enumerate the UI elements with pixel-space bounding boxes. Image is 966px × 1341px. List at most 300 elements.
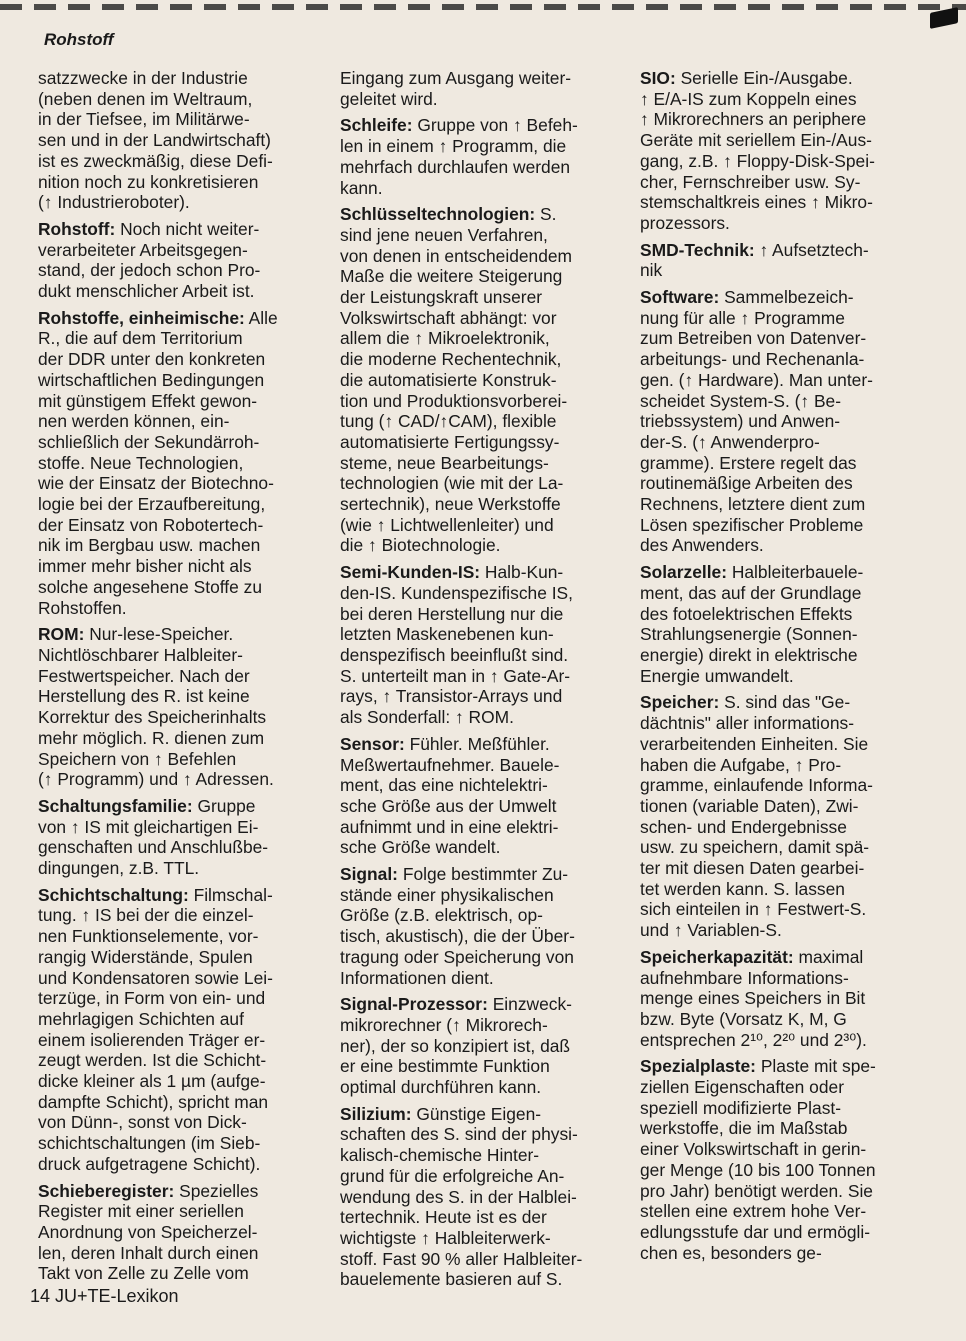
entry-text: Spezielles — [174, 1180, 259, 1201]
page-footer: 14 JU+TE-Lexikon — [30, 1286, 179, 1306]
entry-line — [340, 1269, 630, 1290]
entry-text: und ↑ Variablen-S. — [640, 920, 782, 941]
entry-term: Rohstoffe, einheimische: — [38, 307, 245, 328]
entry-text: mehrlagigen Schichten auf — [38, 1008, 244, 1029]
entry-text: len, deren Inhalt durch einen — [38, 1242, 259, 1263]
entry-line — [38, 1243, 324, 1264]
entry-line — [340, 453, 630, 474]
entry-text: gen. (↑ Hardware). Man unter- — [640, 369, 873, 390]
lexicon-entry — [38, 219, 324, 302]
entry-text: S. — [535, 204, 557, 225]
entry-text: tung. ↑ IS bei der die einzel- — [38, 905, 254, 926]
lexicon-entry — [340, 562, 630, 728]
entry-text: routinemäßige Arbeiten des — [640, 473, 853, 494]
entry-line — [340, 391, 630, 412]
entry-text: schen- und Endergebnisse — [640, 816, 847, 837]
entry-line — [640, 89, 925, 110]
entry-line — [38, 1092, 324, 1113]
entry-line — [38, 349, 324, 370]
entry-line — [640, 1098, 925, 1119]
entry-text: wichtigste ↑ Halbleiterwerk- — [340, 1227, 551, 1248]
entry-line — [38, 68, 324, 89]
entry-line — [340, 562, 630, 583]
entry-text: sche Größe wandelt. — [340, 837, 501, 858]
lexicon-entry — [38, 624, 324, 790]
entry-line — [38, 968, 324, 989]
lexicon-entry — [340, 115, 630, 198]
entry-text: pro Jahr) benötigt werden. Sie — [640, 1180, 873, 1201]
entry-term: Software: — [640, 287, 720, 308]
entry-line — [38, 432, 324, 453]
entry-line — [640, 494, 925, 515]
entry-text: sind jene neuen Verfahren, — [340, 224, 548, 245]
entry-text: Noch nicht weiter- — [115, 218, 260, 239]
entry-line — [640, 130, 925, 151]
entry-text: mikrorechner (↑ Mikrorech- — [340, 1014, 548, 1035]
entry-line — [38, 707, 324, 728]
entry-line — [38, 308, 324, 329]
entry-text: S. unterteilt man in ↑ Gate-Ar- — [340, 665, 571, 686]
entry-line — [640, 734, 925, 755]
entry-line — [640, 349, 925, 370]
entry-text: verarbeiteter Arbeitsgegen- — [38, 239, 248, 260]
entry-line — [640, 755, 925, 776]
entry-line — [38, 749, 324, 770]
entry-text: R., die auf dem Territorium — [38, 328, 243, 349]
entry-text: verarbeitenden Einheiten. Sie — [640, 733, 869, 754]
entry-text: dukt menschlicher Arbeit ist. — [38, 281, 255, 302]
entry-line — [340, 624, 630, 645]
entry-text: (↑ Programm) und ↑ Adressen. — [38, 769, 274, 790]
entry-term: SIO: — [640, 68, 676, 88]
entry-line — [640, 1077, 925, 1098]
entry-line — [340, 734, 630, 755]
entry-text: gramme, einlaufende Informa- — [640, 775, 873, 796]
entry-line — [640, 692, 925, 713]
entry-term: Speicher: — [640, 692, 720, 713]
entry-text: scheidet System-S. (↑ Be- — [640, 390, 842, 411]
entry-text: Korrektur des Speicherinhalts — [38, 707, 267, 728]
entry-term: Semi-Kunden-IS: — [340, 562, 481, 583]
entry-text: S. sind das "Ge- — [719, 692, 851, 713]
entry-line — [640, 453, 925, 474]
entry-text: prozessors. — [640, 212, 730, 233]
entry-text: die automatisierte Konstruk- — [340, 369, 557, 390]
entry-text: Nur-lese-Speicher. — [84, 624, 234, 645]
entry-line — [38, 1154, 324, 1175]
entry-text: stellen eine extrem hohe Ver- — [640, 1201, 867, 1222]
entry-line — [38, 240, 324, 261]
entry-line — [38, 796, 324, 817]
entry-text: nen Funktionselemente, vor- — [38, 926, 259, 947]
entry-line — [38, 1050, 324, 1071]
entry-line — [340, 755, 630, 776]
entry-line — [38, 494, 324, 515]
entry-text: tertechnik. Heute ist es der — [340, 1207, 547, 1228]
entry-term: Schaltungsfamilie: — [38, 795, 193, 816]
entry-line — [38, 1030, 324, 1051]
entry-line — [38, 556, 324, 577]
entry-text: Halbleiterbauele- — [727, 562, 864, 583]
lexicon-entry — [340, 68, 630, 109]
entry-text: zum Betreiben von Datenver- — [640, 328, 867, 349]
entry-line — [38, 885, 324, 906]
entry-line — [38, 858, 324, 879]
entry-text: und Kondensatoren sowie Lei- — [38, 967, 273, 988]
lexicon-entry — [340, 734, 630, 858]
entry-text: sich einteilen in ↑ Festwert-S. — [640, 899, 867, 920]
entry-line — [340, 604, 630, 625]
entry-line — [340, 1228, 630, 1249]
entry-text: Festwertspeicher. Nach der — [38, 665, 250, 686]
entry-line — [340, 1036, 630, 1057]
entry-line — [340, 1249, 630, 1270]
entry-line — [640, 1118, 925, 1139]
entry-line — [340, 864, 630, 885]
entry-text: tragung oder Speicherung von — [340, 946, 574, 967]
entry-text: werkstoffe, die im Maßstab — [640, 1118, 848, 1139]
entry-line — [640, 192, 925, 213]
entry-line — [340, 926, 630, 947]
entry-line — [340, 515, 630, 536]
lexicon-entry — [640, 1056, 925, 1263]
entry-line — [340, 837, 630, 858]
entry-line — [640, 604, 925, 625]
entry-line — [640, 391, 925, 412]
entry-line — [340, 246, 630, 267]
entry-line — [640, 645, 925, 666]
lexicon-entry — [640, 562, 925, 686]
entry-text: mit günstigem Effekt gewon- — [38, 390, 258, 411]
entry-text: rangig Widerstände, Spulen — [38, 946, 253, 967]
entry-line — [340, 1187, 630, 1208]
entry-text: triebssystem) und Anwen- — [640, 411, 841, 432]
section-label: Rohstoff — [44, 30, 114, 49]
entry-line — [38, 666, 324, 687]
entry-line — [340, 411, 630, 432]
entry-line — [38, 130, 324, 151]
entry-text: Filmschal- — [188, 884, 273, 905]
entry-line — [340, 885, 630, 906]
entry-text: mehr möglich. R. dienen zum — [38, 727, 265, 748]
lexicon-entry — [640, 692, 925, 940]
entry-text: ner), der so konzipiert ist, daß — [340, 1035, 571, 1056]
entry-text: tion und Produktionsvorberei- — [340, 390, 568, 411]
entry-line — [340, 204, 630, 225]
entry-text: die moderne Rechentechnik, — [340, 349, 562, 370]
entry-line — [38, 1222, 324, 1243]
entry-text: wirtschaftlichen Bedingungen — [38, 369, 265, 390]
entry-line — [38, 988, 324, 1009]
entry-line — [340, 535, 630, 556]
entry-text: stände einer physikalischen — [340, 884, 554, 905]
entry-text: ↑ Mikrorechners an periphere — [640, 109, 867, 130]
entry-text: Plaste mit spe- — [755, 1056, 876, 1077]
entry-term: Schichtschaltung: — [38, 884, 189, 905]
entry-line — [640, 1056, 925, 1077]
entry-text: nition noch zu konkretisieren — [38, 171, 259, 192]
entry-text: nik im Bergbau usw. machen — [38, 535, 261, 556]
entry-term: Silizium: — [340, 1103, 412, 1124]
entry-text: Energie umwandelt. — [640, 665, 794, 686]
entry-line — [38, 624, 324, 645]
entry-line — [640, 473, 925, 494]
entry-term: Spezialplaste: — [640, 1056, 756, 1077]
entry-text: Alle — [244, 307, 278, 328]
entry-text: geleitet wird. — [340, 88, 438, 109]
entry-line — [340, 817, 630, 838]
entry-line — [640, 562, 925, 583]
entry-line — [38, 192, 324, 213]
entry-line — [340, 1145, 630, 1166]
entry-line — [38, 89, 324, 110]
entry-text: Rohstoffen. — [38, 597, 127, 618]
entry-line — [640, 260, 925, 281]
entry-text: Rechnens, letztere dient zum — [640, 494, 866, 515]
entry-text: bzw. Byte (Vorsatz K, M, G — [640, 1008, 847, 1029]
entry-text: Fühler. Meßfühler. — [404, 733, 550, 754]
entry-line — [640, 775, 925, 796]
entry-line — [38, 905, 324, 926]
entry-text: Größe (z.B. elektrisch, op- — [340, 905, 543, 926]
entry-line — [340, 178, 630, 199]
entry-text: von Dünn-, sonst von Dick- — [38, 1112, 247, 1133]
entry-line — [640, 858, 925, 879]
entry-text: als Sonderfall: ↑ ROM. — [340, 707, 514, 728]
entry-line — [38, 281, 324, 302]
lexicon-entry — [38, 885, 324, 1175]
entry-text: Register mit einer seriellen — [38, 1201, 244, 1222]
entry-line — [340, 266, 630, 287]
entry-line — [38, 645, 324, 666]
entry-text: ment, das eine nichtelektri- — [340, 775, 548, 796]
entry-text: technologien (wie mit der La- — [340, 473, 564, 494]
entry-text: der Leistungskraft unserer — [340, 287, 543, 308]
entry-line — [640, 328, 925, 349]
entry-line — [340, 1056, 630, 1077]
entry-line — [38, 328, 324, 349]
entry-text: Anordnung von Speicherzel- — [38, 1221, 258, 1242]
lexicon-entry — [640, 68, 925, 234]
entry-text: er eine bestimmte Funktion — [340, 1056, 550, 1077]
entry-text: Speichern von ↑ Befehlen — [38, 748, 237, 769]
entry-line — [340, 1207, 630, 1228]
entry-text: ↑ Aufsetztech- — [754, 239, 869, 260]
entry-text: sen und in der Landwirtschaft) — [38, 130, 271, 151]
entry-text: satzzwecke in der Industrie — [38, 68, 248, 88]
entry-text: dingungen, z.B. TTL. — [38, 858, 200, 879]
lexicon-entry — [38, 796, 324, 879]
entry-line — [38, 769, 324, 790]
entry-line — [340, 1166, 630, 1187]
entry-text: Halb-Kun- — [480, 562, 564, 583]
entry-line — [38, 1071, 324, 1092]
entry-text: Herstellung des R. ist keine — [38, 686, 250, 707]
entry-line — [340, 1124, 630, 1145]
entry-text: (↑ Industrieroboter). — [38, 192, 190, 213]
entry-text: Maße die weitere Steigerung — [340, 266, 563, 287]
entry-text: menge eines Speichers in Bit — [640, 988, 866, 1009]
entry-text: des fotoelektrischen Effekts — [640, 603, 853, 624]
entry-line — [38, 926, 324, 947]
entry-line — [640, 1181, 925, 1202]
entry-line — [38, 1112, 324, 1133]
entry-line — [640, 213, 925, 234]
entry-line — [340, 349, 630, 370]
entry-text: automatisierte Fertigungssy- — [340, 431, 560, 452]
entry-line — [340, 225, 630, 246]
entry-text: letzten Maskenebenen kun- — [340, 624, 554, 645]
entry-text: sertechnik), neue Werkstoffe — [340, 494, 561, 515]
entry-text: Meßwertaufnehmer. Bauele- — [340, 754, 560, 775]
lexicon-entry — [640, 287, 925, 556]
entry-line — [38, 1181, 324, 1202]
entry-line — [640, 1243, 925, 1264]
entry-line — [340, 666, 630, 687]
entry-line — [38, 151, 324, 172]
entry-line — [38, 947, 324, 968]
entry-line — [640, 817, 925, 838]
entry-line — [340, 494, 630, 515]
entry-line — [38, 686, 324, 707]
entry-text: gang, z.B. ↑ Floppy-Disk-Spei- — [640, 150, 875, 171]
entry-text: Folge bestimmter Zu- — [397, 864, 569, 885]
entry-line — [640, 432, 925, 453]
entry-text: von ↑ IS mit gleichartigen Ei- — [38, 816, 259, 837]
entry-text: druck aufgetragene Schicht). — [38, 1153, 261, 1174]
entry-line — [340, 328, 630, 349]
entry-term: ROM: — [38, 624, 85, 645]
entry-text: haben die Aufgabe, ↑ Pro- — [640, 754, 842, 775]
top-dashed-rule — [0, 4, 966, 10]
entry-text: tisch, akustisch), die der Über- — [340, 926, 575, 947]
entry-term: Sensor: — [340, 733, 405, 754]
entry-line — [640, 172, 925, 193]
entry-term: SMD-Technik: — [640, 239, 755, 260]
entry-line — [38, 109, 324, 130]
entry-text: entsprechen 2¹⁰, 2²⁰ und 2³⁰). — [640, 1029, 867, 1050]
entry-line — [38, 1009, 324, 1030]
entry-line — [340, 796, 630, 817]
entry-text: ziellen Eigenschaften oder — [640, 1077, 844, 1098]
entry-text: von denen in entscheidendem — [340, 245, 573, 266]
entry-text: Nichtlöschbarer Halbleiter- — [38, 644, 243, 665]
entry-line — [38, 260, 324, 281]
entry-text: Gruppe — [192, 795, 256, 816]
lexicon-entry — [340, 204, 630, 556]
entry-line — [640, 1030, 925, 1051]
entry-term: Solarzelle: — [640, 562, 727, 583]
entry-text: Eingang zum Ausgang weiter- — [340, 68, 572, 88]
entry-text: ter mit diesen Daten gearbei- — [640, 858, 865, 879]
entry-text: denspezifisch beeinflußt sind. — [340, 644, 569, 665]
entry-text: genschaften und Anschlußbe- — [38, 837, 269, 858]
entry-text: sche Größe aus der Umwelt — [340, 795, 557, 816]
entry-text: Takt von Zelle zu Zelle vom — [38, 1263, 249, 1284]
entry-text: (wie ↑ Lichtwellenleiter) und — [340, 514, 554, 535]
entry-text: wie der Einsatz der Biotechno- — [38, 473, 274, 494]
entry-line — [38, 453, 324, 474]
entry-line — [640, 411, 925, 432]
entry-line — [340, 136, 630, 157]
entry-text: speziell modifizierte Plast- — [640, 1097, 842, 1118]
entry-term: Schieberegister: — [38, 1180, 175, 1201]
entry-text: len in einem ↑ Programm, die — [340, 136, 567, 157]
entry-line — [640, 796, 925, 817]
entry-line — [640, 666, 925, 687]
entry-line — [640, 151, 925, 172]
entry-text: aufnehmbare Informations- — [640, 967, 849, 988]
entry-line — [38, 370, 324, 391]
entry-line — [340, 947, 630, 968]
entry-text: einem isolierenden Träger er- — [38, 1029, 266, 1050]
entry-text: allem die ↑ Mikroelektronik, — [340, 328, 550, 349]
entry-text: stand, der jedoch schon Pro- — [38, 260, 261, 281]
entry-term: Schlüsseltechnologien: — [340, 204, 536, 225]
entry-line — [38, 1263, 324, 1284]
entry-text: kann. — [340, 177, 383, 198]
entry-text: des Anwenders. — [640, 535, 764, 556]
entry-line — [340, 308, 630, 329]
entry-text: ger Menge (10 bis 100 Tonnen — [640, 1159, 876, 1180]
entry-text: der DDR unter den konkreten — [38, 349, 266, 370]
entry-text: logie bei der Erzaufbereitung, — [38, 494, 266, 515]
entry-line — [340, 89, 630, 110]
entry-line — [38, 535, 324, 556]
entry-line — [340, 1104, 630, 1125]
entry-line — [640, 920, 925, 941]
entry-text: stoff. Fast 90 % aller Halbleiter- — [340, 1248, 583, 1269]
entry-term: Signal: — [340, 864, 398, 885]
entry-text: stoffe. Neue Technologien, — [38, 452, 244, 473]
entry-line — [340, 370, 630, 391]
lexicon-entry — [640, 240, 925, 281]
entry-text: den-IS. Kundenspezifische IS, — [340, 582, 573, 603]
entry-line — [340, 686, 630, 707]
entry-text: energie) direkt in elektrische — [640, 644, 858, 665]
entry-line — [38, 172, 324, 193]
lexicon-entry — [38, 68, 324, 213]
entry-text: optimal durchführen kann. — [340, 1077, 542, 1098]
entry-text: wendung des S. in der Halblei- — [340, 1186, 577, 1207]
corner-ink-mark — [930, 7, 958, 29]
entry-line — [340, 707, 630, 728]
entry-text: Einzweck- — [487, 994, 572, 1015]
entry-line — [640, 1139, 925, 1160]
entry-text: bauelemente basieren auf S. — [340, 1269, 563, 1290]
entry-line — [640, 879, 925, 900]
lexicon-entry — [38, 1181, 324, 1285]
entry-text: grund für die erfolgreiche An- — [340, 1165, 565, 1186]
entry-text: Gruppe von ↑ Befeh- — [412, 115, 578, 136]
entry-text: schließlich der Sekundärroh- — [38, 431, 260, 452]
entry-line — [640, 947, 925, 968]
lexicon-entry — [38, 308, 324, 619]
entry-text: Geräte mit seriellem Ein-/Aus- — [640, 130, 872, 151]
entry-line — [38, 1133, 324, 1154]
entry-text: nen werden können, ein- — [38, 411, 230, 432]
lexicon-entry — [640, 947, 925, 1051]
entry-line — [340, 905, 630, 926]
column-2 — [340, 68, 630, 1296]
entry-line — [640, 899, 925, 920]
entry-line — [340, 1077, 630, 1098]
entry-line — [640, 109, 925, 130]
entry-text: kalisch-chemische Hinter- — [340, 1145, 540, 1166]
entry-text: Serielle Ein-/Ausgabe. — [675, 68, 853, 88]
entry-text: bei deren Herstellung nur die — [340, 603, 564, 624]
entry-text: ment, das auf der Grundlage — [640, 582, 862, 603]
